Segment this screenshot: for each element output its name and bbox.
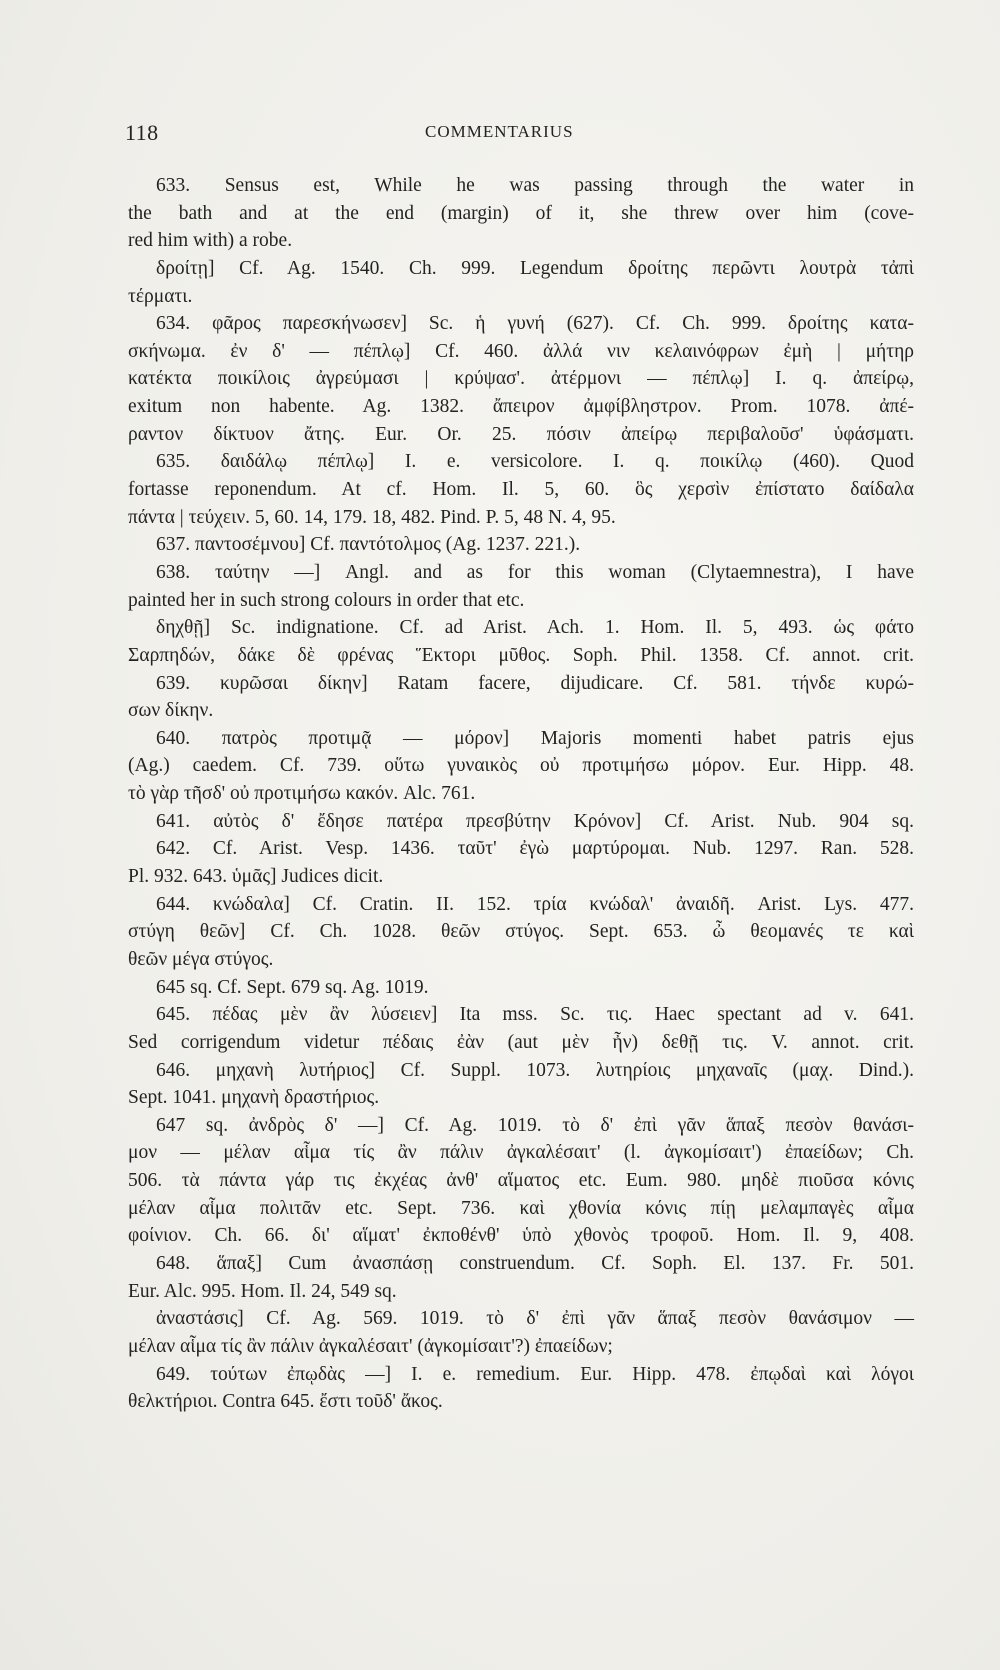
commentary-body: [128, 172, 914, 1416]
text-line: 648. ἅπαξ] Cum ἀνασπάσῃ construendum. Cf. Soph. El. 137. Fr. 501.: [156, 1252, 914, 1274]
text-line: στύγη θεῶν] Cf. Ch. 1028. θεῶν στύγος. Sept. 653. ὦ θεομανές τε καὶ: [128, 921, 914, 943]
text-line: μέλαν αἷμα πολιτᾶν etc. Sept. 736. καὶ χθονία κόνις πίῃ μελαμπαγὲς αἷμα: [128, 1197, 914, 1219]
text-line: θελκτήριοι. Contra 645. ἔστι τοῦδ' ἄκος.: [128, 1391, 443, 1413]
text-line: (Ag.) caedem. Cf. 739. οὕτω γυναικὸς οὐ προτιμήσω μόρον. Eur. Hipp. 48.: [128, 755, 914, 777]
text-line: 647 sq. ἀνδρὸς δ' —] Cf. Ag. 1019. τὸ δ' ἐπὶ γᾶν ἅπαξ πεσὸν θανάσι-: [156, 1114, 914, 1136]
text-line: Eur. Alc. 995. Hom. Il. 24, 549 sq.: [128, 1280, 397, 1302]
text-line: 642. Cf. Arist. Vesp. 1436. ταῦτ' ἐγὼ μαρτύρομαι. Nub. 1297. Ran. 528.: [156, 838, 914, 860]
text-line: δροίτῃ] Cf. Ag. 1540. Ch. 999. Legendum δροίτης περῶντι λουτρὰ τἀπὶ: [156, 257, 914, 279]
text-line: 634. φᾶρος παρεσκήνωσεν] Sc. ἡ γυνή (627). Cf. Ch. 999. δροίτης κατα-: [156, 313, 914, 335]
text-line: τὸ γὰρ τῆσδ' οὐ προτιμήσω κακόν. Alc. 761.: [128, 783, 476, 805]
text-line: 633. Sensus est, While he was passing through the water in: [156, 175, 914, 196]
text-line: 637. παντοσέμνου] Cf. παντότολμος (Ag. 1237. 221.).: [156, 534, 581, 556]
text-line: Σαρπηδών, δάκε δὲ φρένας Ἕκτορι μῦθος. Soph. Phil. 1358. Cf. annot. crit.: [128, 644, 914, 666]
text-line: painted her in such strong colours in order that etc.: [128, 589, 525, 611]
text-line: 645. πέδας μὲν ἂν λύσειεν] Ita mss. Sc. τις. Haec spectant ad v. 641.: [156, 1004, 914, 1026]
text-line: fortasse reponendum. At cf. Hom. Il. 5, 60. ὃς χερσὶν ἐπίστατο δαίδαλα: [128, 479, 914, 501]
text-line: φοίνιον. Ch. 66. δι' αἵματ' ἐκποθένθ' ὑπὸ χθονὸς τροφοῦ. Hom. Il. 9, 408.: [128, 1225, 914, 1247]
text-line: 649. τούτων ἐπῳδὰς —] I. e. remedium. Eur. Hipp. 478. ἐπῳδαὶ καὶ λόγοι: [156, 1363, 914, 1385]
text-line: 645 sq. Cf. Sept. 679 sq. Ag. 1019.: [156, 976, 429, 998]
text-line: Sed corrigendum videtur πέδαις ἐὰν (aut μὲν ἦν) δεθῇ τις. V. annot. crit.: [128, 1031, 914, 1053]
running-head: COMMENTARIUS: [425, 122, 574, 141]
page-header: [125, 120, 925, 152]
text-line: 644. κνώδαλα] Cf. Cratin. II. 152. τρία κνώδαλ' ἀναιδῆ. Arist. Lys. 477.: [156, 893, 914, 915]
text-line: Pl. 932. 643. ὑμᾶς] Judices dicit.: [128, 866, 384, 888]
text-line: ραντον δίκτυον ἄτης. Eur. Or. 25. πόσιν ἀπείρῳ περιβαλοῦσ' ὑφάσματι.: [128, 423, 914, 445]
text-line: 638. ταύτην —] Angl. and as for this woman (Clytaemnestra), I have: [156, 561, 914, 583]
text-line: μέλαν αἷμα τίς ἂν πάλιν ἀγκαλέσαιτ' (ἀγκομίσαιτ'?) ἐπαείδων;: [128, 1335, 613, 1357]
text-line: 635. δαιδάλῳ πέπλῳ] I. e. versicolore. I. q. ποικίλῳ (460). Quod: [156, 451, 914, 473]
text-line: θεῶν μέγα στύγος.: [128, 948, 274, 970]
text-line: Sept. 1041. μηχανὴ δραστήριος.: [128, 1087, 380, 1109]
text-line: 640. πατρὸς προτιμᾷ — μόρον] Majoris momenti habet patris ejus: [156, 727, 914, 749]
page-number: 118: [125, 120, 159, 145]
text-line: red him with) a robe.: [128, 230, 293, 252]
text-line: 646. μηχανὴ λυτήριος] Cf. Suppl. 1073. λυτηρίοις μηχαναῖς (μαχ. Dind.).: [156, 1059, 914, 1081]
text-line: 641. αὐτὸς δ' ἔδησε πατέρα πρεσβύτην Κρόνον] Cf. Arist. Nub. 904 sq.: [156, 810, 914, 832]
text-line: σων δίκην.: [128, 700, 214, 722]
text-line: δηχθῇ] Sc. indignatione. Cf. ad Arist. Ach. 1. Hom. Il. 5, 493. ὡς φάτο: [156, 617, 914, 639]
text-line: 639. κυρῶσαι δίκην] Ratam facere, dijudicare. Cf. 581. τήνδε κυρώ-: [156, 672, 914, 694]
text-line: 506. τὰ πάντα γάρ τις ἐκχέας ἀνθ' αἵματος etc. Eum. 980. μηδὲ πιοῦσα κόνις: [128, 1170, 914, 1192]
text-line: τέρματι.: [128, 285, 193, 307]
text-line: exitum non habente. Ag. 1382. ἄπειρον ἀμφίβληστρον. Prom. 1078. ἀπέ-: [128, 396, 914, 418]
text-line: μον — μέλαν αἷμα τίς ἂν πάλιν ἀγκαλέσαιτ' (l. ἀγκομίσαιτ') ἐπαείδων; Ch.: [128, 1142, 914, 1164]
text-line: the bath and at the end (margin) of it, she threw over him (cove-: [128, 202, 914, 224]
text-line: ἀναστάσις] Cf. Ag. 569. 1019. τὸ δ' ἐπὶ γᾶν ἅπαξ πεσὸν θανάσιμον —: [156, 1308, 914, 1330]
text-line: πάντα | τεύχειν. 5, 60. 14, 179. 18, 482. Pind. P. 5, 48 N. 4, 95.: [128, 506, 616, 528]
text-line: κατέκτα ποικίλοις ἀγρεύμασι | κρύψασ'. ἀτέρμονι — πέπλῳ] I. q. ἀπείρῳ,: [128, 368, 914, 390]
text-line: σκήνωμα. ἐν δ' — πέπλῳ] Cf. 460. ἀλλά νιν κελαινόφρων ἐμὴ | μήτηρ: [128, 340, 914, 362]
